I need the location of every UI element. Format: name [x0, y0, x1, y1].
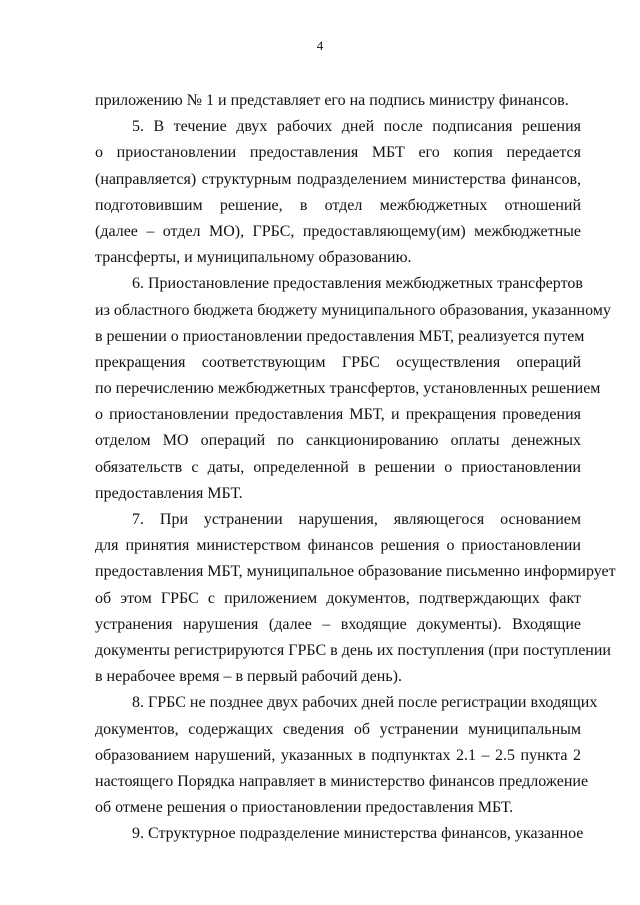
text-line: в нерабочее время – в первый рабочий день).: [95, 668, 402, 686]
paragraph: [95, 507, 616, 690]
paragraph: [95, 114, 581, 271]
text-line: (далее – отдел МО), ГРБС, предоставляющему(им) межбюджетные: [95, 222, 581, 240]
text-line: документов, содержащих сведения об устранении муниципальным: [95, 720, 581, 738]
text-line: 5. В течение двух рабочих дней после подписания решения: [132, 118, 581, 136]
text-line: из областного бюджета бюджету муниципального образования, указанному: [95, 301, 611, 319]
text-line: образованием нарушений, указанных в подпунктах 2.1 – 2.5 пункта 2: [95, 746, 581, 764]
text-line: прекращения соответствующим ГРБС осуществления операций: [95, 353, 581, 371]
page-number: 4: [316, 38, 324, 53]
text-line: 6. Приостановление предоставления межбюджетных трансфертов: [132, 275, 583, 293]
text-line: обязательств с даты, определенной в решении о приостановлении: [95, 458, 581, 476]
text-line: 8. ГРБС не позднее двух рабочих дней после регистрации входящих: [132, 694, 598, 712]
text-line: в решении о приостановлении предоставления МБТ, реализуется путем: [95, 327, 585, 345]
paragraph: [95, 821, 584, 847]
text-line: документы регистрируются ГРБС в день их поступления (при поступлении: [95, 641, 611, 659]
text-line: по перечислению межбюджетных трансфертов, установленных решением: [95, 380, 601, 398]
paragraph: [95, 88, 581, 114]
text-line: подготовившим решение, в отдел межбюджетных отношений: [95, 196, 581, 214]
text-line: 7. При устранении нарушения, являющегося основанием: [132, 511, 581, 528]
text-line: приложению № 1 и представляет его на подпись министру финансов.: [95, 92, 569, 109]
text-line: о приостановлении предоставления МБТ его копия передается: [95, 144, 581, 162]
text-line: предоставления МБТ, муниципальное образование письменно информирует: [95, 563, 616, 581]
text-line: о приостановлении предоставления МБТ, и прекращения проведения: [95, 406, 581, 424]
text-line: для принятия министерством финансов решения о приостановлении: [95, 537, 581, 555]
text-line: устранения нарушения (далее – входящие документы). Входящие: [95, 615, 581, 633]
text-line: настоящего Порядка направляет в министерство финансов предложение: [95, 772, 589, 790]
document-body: [95, 88, 616, 847]
text-line: отделом МО операций по санкционированию оплаты денежных: [95, 432, 581, 450]
text-line: об этом ГРБС с приложением документов, подтверждающих факт: [95, 589, 581, 607]
text-line: трансферты, и муниципальному образованию.: [95, 249, 412, 267]
paragraph: [95, 271, 611, 507]
text-line: об отмене решения о приостановлении предоставления МБТ.: [95, 799, 514, 817]
text-line: (направляется) структурным подразделением министерства финансов,: [95, 170, 581, 188]
text-line: 9. Структурное подразделение министерства финансов, указанное: [132, 825, 584, 843]
paragraph: [95, 690, 598, 821]
text-line: предоставления МБТ.: [95, 484, 243, 502]
